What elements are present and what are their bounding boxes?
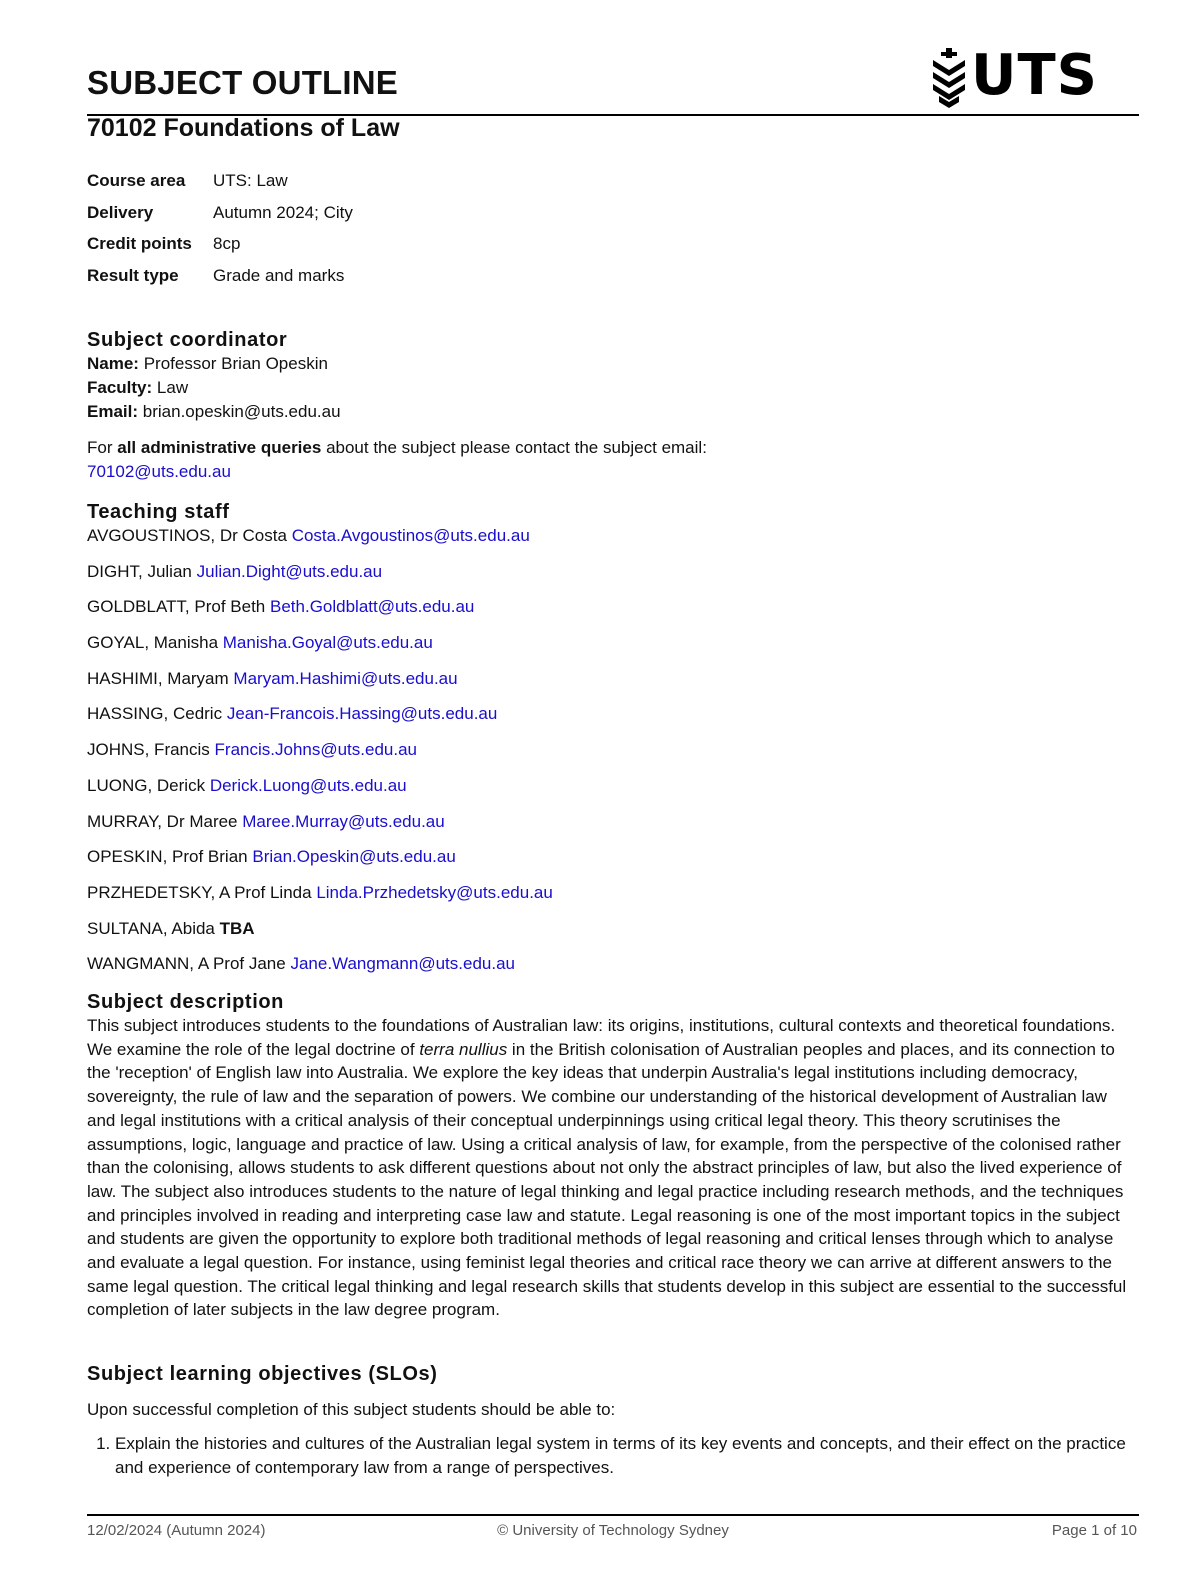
document-footer xyxy=(87,1514,1139,1544)
coordinator-faculty-label: Faculty: xyxy=(87,378,153,397)
description-italic: terra nullius xyxy=(419,1039,508,1059)
staff-row xyxy=(87,524,1139,560)
subject-meta xyxy=(87,171,353,297)
uts-wordmark: UTS xyxy=(971,43,1099,108)
staff-row xyxy=(87,560,1139,596)
coordinator-faculty: Law xyxy=(156,378,189,397)
staff-row xyxy=(87,810,1139,846)
staff-email-link[interactable]: Derick.Luong@uts.edu.au xyxy=(209,775,407,795)
footer-copyright: © University of Technology Sydney xyxy=(497,1522,729,1539)
staff-row xyxy=(87,595,1139,631)
meta-row-credit-points xyxy=(87,234,353,266)
staff-row xyxy=(87,738,1139,774)
staff-row xyxy=(87,631,1139,667)
coordinator-name-label: Name: xyxy=(87,354,139,373)
meta-row-result-type xyxy=(87,266,353,298)
staff-name: DIGHT, Julian xyxy=(87,561,192,581)
coordinator-faculty-line xyxy=(87,376,1139,400)
meta-value: Autumn 2024; City xyxy=(213,202,353,222)
staff-email-link[interactable]: Jean-Francois.Hassing@uts.edu.au xyxy=(226,704,498,724)
staff-name: PRZHEDETSKY, A Prof Linda xyxy=(87,882,312,902)
staff-email-link[interactable]: Linda.Przhedetsky@uts.edu.au xyxy=(316,882,553,902)
staff-email-link[interactable]: Jane.Wangmann@uts.edu.au xyxy=(290,954,515,974)
description-section xyxy=(87,990,1139,1322)
staff-name: GOYAL, Manisha xyxy=(87,633,219,653)
footer-page-number: Page 1 of 10 xyxy=(1051,1522,1137,1539)
staff-row xyxy=(87,845,1139,881)
staff-row xyxy=(87,952,1139,988)
meta-value: UTS: Law xyxy=(213,171,288,190)
slo-list xyxy=(87,1432,1139,1480)
staff-email-link[interactable]: Brian.Opeskin@uts.edu.au xyxy=(252,847,456,867)
coordinator-name: Professor Brian Opeskin xyxy=(143,354,328,373)
staff-name: AVGOUSTINOS, Dr Costa xyxy=(87,526,287,545)
staff-tba: TBA xyxy=(219,918,255,938)
meta-row-course-area xyxy=(87,171,353,203)
description-text xyxy=(87,1014,1139,1322)
description-part-1: This subject introduces students to the foundations of Australian law: its origins, institutions, cultural contexts and theoretical foundations. We examine the role of the legal doctrine of xyxy=(87,1016,1116,1059)
coordinator-section xyxy=(87,328,1139,484)
meta-label: Credit points xyxy=(87,234,192,253)
staff-row xyxy=(87,774,1139,810)
staff-email-link[interactable]: Maree.Murray@uts.edu.au xyxy=(242,811,445,831)
staff-name: WANGMANN, A Prof Jane xyxy=(87,954,286,974)
footer-date: 12/02/2024 (Autumn 2024) xyxy=(87,1522,266,1539)
staff-email-link[interactable]: Francis.Johns@uts.edu.au xyxy=(214,740,418,760)
staff-email-link[interactable]: Manisha.Goyal@uts.edu.au xyxy=(222,633,433,653)
meta-value: Grade and marks xyxy=(213,265,345,285)
staff-email-link[interactable]: Costa.Avgoustinos@uts.edu.au xyxy=(291,526,530,545)
subject-title: 70102 Foundations of Law xyxy=(87,114,400,142)
meta-label: Delivery xyxy=(87,202,154,222)
teaching-staff-heading: Teaching staff xyxy=(87,501,230,523)
slo-section xyxy=(87,1362,1139,1480)
coordinator-email-line xyxy=(87,400,1139,424)
admin-suffix: about the subject please contact the subject email: xyxy=(326,438,707,457)
admin-prefix: For xyxy=(87,438,113,457)
coordinator-name-line xyxy=(87,352,1139,376)
admin-email-link[interactable]: 70102@uts.edu.au xyxy=(87,462,231,481)
staff-row xyxy=(87,917,1139,953)
staff-name: HASSING, Cedric xyxy=(87,704,223,724)
document-title: SUBJECT OUTLINE xyxy=(87,64,399,101)
description-heading: Subject description xyxy=(87,991,284,1013)
coordinator-email: brian.opeskin@uts.edu.au xyxy=(142,402,341,421)
staff-email-link[interactable]: Maryam.Hashimi@uts.edu.au xyxy=(233,668,458,688)
staff-name: MURRAY, Dr Maree xyxy=(87,811,238,831)
staff-name: SULTANA, Abida xyxy=(87,918,215,938)
admin-bold: all administrative queries xyxy=(117,438,322,457)
slo-intro: Upon successful completion of this subject students should be able to: xyxy=(87,1400,616,1419)
uts-crest-icon xyxy=(929,46,969,112)
teaching-staff-section xyxy=(87,500,1139,988)
staff-row xyxy=(87,667,1139,703)
uts-logo xyxy=(929,43,1099,112)
coordinator-email-label: Email: xyxy=(87,402,139,421)
staff-name: JOHNS, Francis xyxy=(87,740,210,760)
staff-row xyxy=(87,881,1139,917)
coordinator-heading: Subject coordinator xyxy=(87,329,288,351)
staff-name: OPESKIN, Prof Brian xyxy=(87,847,248,867)
slo-item: 1. Explain the histories and cultures of the Australian legal system in terms of its key events and concepts, and their effect on the practice and experience of contemporary law from a range of perspectives. xyxy=(115,1432,1139,1480)
staff-email-link[interactable]: Julian.Dight@uts.edu.au xyxy=(196,561,383,581)
meta-row-delivery xyxy=(87,203,353,235)
admin-email-line xyxy=(87,460,1139,484)
slo-heading: Subject learning objectives (SLOs) xyxy=(87,1363,438,1385)
staff-email-link[interactable]: Beth.Goldblatt@uts.edu.au xyxy=(270,597,475,617)
staff-name: LUONG, Derick xyxy=(87,775,206,795)
staff-row xyxy=(87,702,1139,738)
meta-label: Course area xyxy=(87,171,186,190)
document-header xyxy=(87,43,1139,116)
description-part-2: in the British colonisation of Australian peoples and places, and its connection to the 'reception' of English law into Australia. We explore the key ideas that underpin Australia's legal institutions including democracy, sovereignty, the rule of law and the separation of powers. We combine our understanding of the historical development of Australian law and legal institutions with a critical analysis of their conceptual underpinnings using critical legal theory. This theory scrutinises the assumptions, logic, language and practice of law. Using a critical analysis of law, for example, from the perspective of the colonised rather than the colonising, allows students to ask different questions about not only the abstract principles of law, but also the lived experience of law. The subject also introduces students to the nature of legal thinking and legal practice including research methods, and the techniques and principles involved in reading and interpreting case law and statute. Legal reasoning is one of the most important topics in the subject and students are given the opportunity to explore both traditional methods of legal reasoning and critical lenses through which to analyse and evaluate a legal question. For instance, using feminist legal theories and critical race theory we can arrive at different answers to the same legal question. The critical legal thinking and legal research skills that students develop in this subject are essential to the successful completion of later subjects in the law degree program. xyxy=(87,1039,1127,1320)
meta-value: 8cp xyxy=(213,234,241,253)
staff-name: GOLDBLATT, Prof Beth xyxy=(87,597,266,617)
staff-name: HASHIMI, Maryam xyxy=(87,668,229,688)
admin-query-line xyxy=(87,436,1139,460)
meta-label: Result type xyxy=(87,265,179,285)
